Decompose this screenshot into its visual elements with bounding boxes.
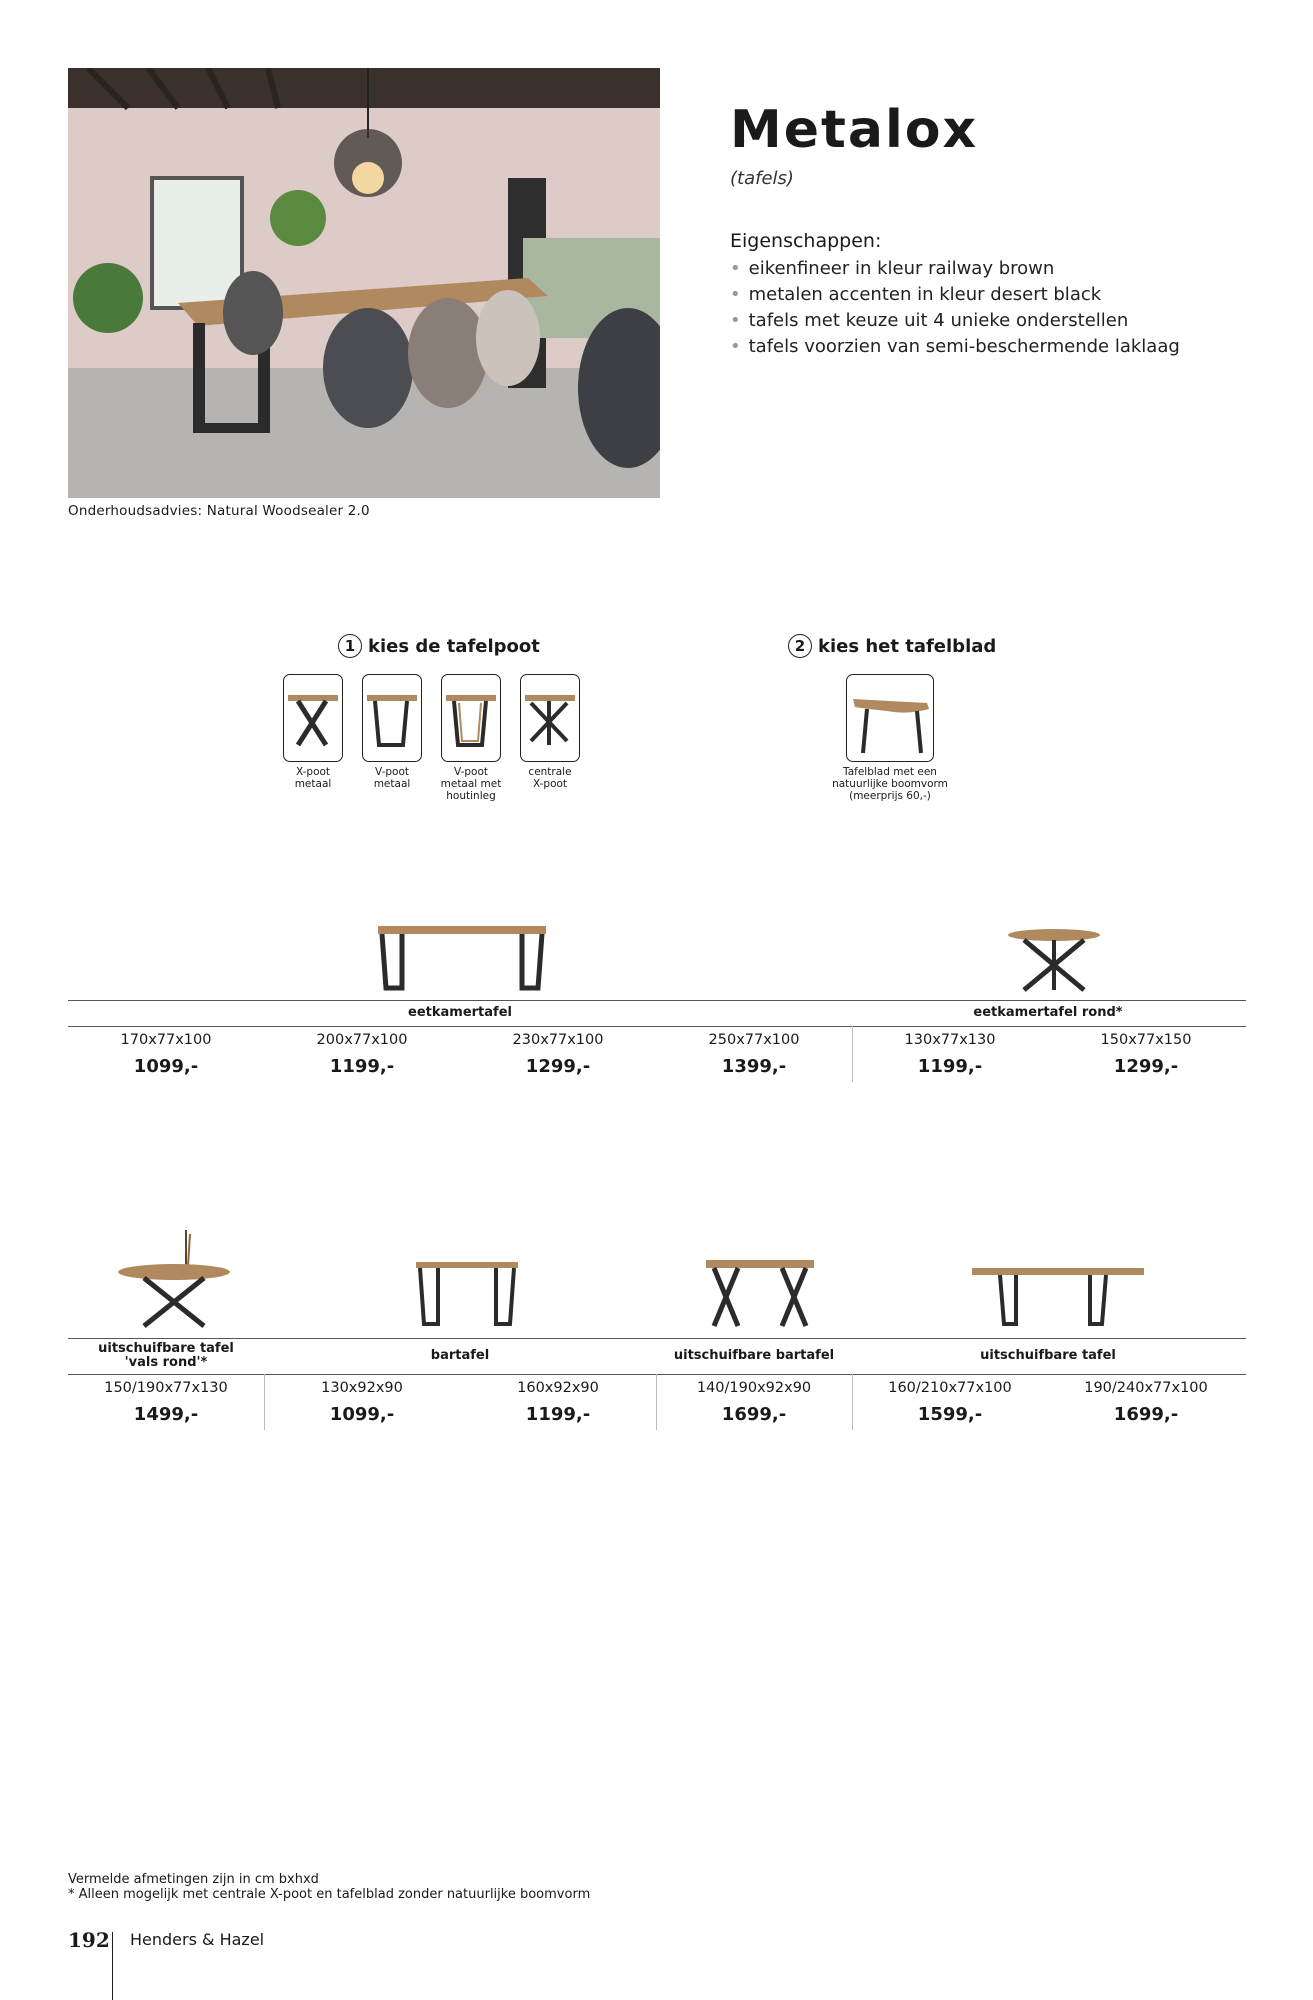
option-label: centrale X-poot [528,766,572,790]
table1-price: 1299,- [525,1056,591,1077]
table2-price: 1599,- [917,1404,983,1425]
footer-divider [112,1932,113,2000]
extendable-table-image [970,1264,1146,1330]
product-subtitle: (tafels) [730,168,794,189]
step2-heading [788,634,996,658]
x-leg-icon [284,675,341,760]
option-x-leg[interactable] [283,674,343,762]
category-bar-table: bartafel [430,1348,490,1363]
table1-price: 1199,- [329,1056,395,1077]
property-item: • metalen accenten in kleur desert black [730,282,1180,308]
table2-dim: 140/190x92x90 [696,1380,812,1396]
table1-price: 1399,- [721,1056,787,1077]
v-leg-wood-icon [442,675,499,760]
table1-price: 1099,- [133,1056,199,1077]
table2-price: 1499,- [133,1404,199,1425]
table2-dim: 160/210x77x100 [888,1380,1012,1396]
step1-heading [338,634,540,658]
step1-number: 1 [338,634,362,658]
dining-room-photo [68,68,660,498]
table2-dim: 150/190x77x130 [104,1380,228,1396]
table2-dim: 160x92x90 [517,1380,599,1396]
extendable-bar-table-image [704,1256,816,1330]
option-central-x-leg[interactable] [520,674,580,762]
table2-dim: 190/240x77x100 [1084,1380,1208,1396]
property-item: • tafels met keuze uit 4 unieke onderstellen [730,308,1180,334]
option-label: X-poot metaal [294,766,332,790]
option-v-leg[interactable] [362,674,422,762]
table2-dim: 130x92x90 [321,1380,403,1396]
option-label: V-poot metaal met houtinleg [440,766,502,802]
dimensions-note: Vermelde afmetingen zijn in cm bxhxd [68,1872,319,1887]
table2-price: 1699,- [721,1404,787,1425]
properties-list [730,256,1180,360]
table1-top-rule [68,1000,1246,1001]
dining-table-image [372,918,552,996]
option-label: Tafelblad met een natuurlijke boomvorm (meerprijs 60,-) [832,766,948,802]
table2-top-rule [68,1338,1246,1339]
option-label: V-poot metaal [373,766,411,790]
step1-label: kies de tafelpoot [368,635,540,657]
step2-number: 2 [788,634,812,658]
table2-header-rule [68,1374,1246,1375]
properties-heading: Eigenschappen: [730,230,882,252]
table2-price: 1199,- [525,1404,591,1425]
table2-price: 1699,- [1113,1404,1179,1425]
option-natural-edge-top[interactable] [846,674,934,762]
care-advice: Onderhoudsadvies: Natural Woodsealer 2.0 [68,503,370,519]
option-v-leg-wood[interactable] [441,674,501,762]
product-title: Metalox [730,100,979,160]
table1-dim: 250x77x100 [708,1032,800,1048]
bar-table-image [414,1258,520,1330]
table1-dim: 150x77x150 [1100,1032,1192,1048]
step2-label: kies het tafelblad [818,635,997,657]
round-dining-table-image [1004,926,1104,996]
property-item: • tafels voorzien van semi-beschermende laklaag [730,334,1180,360]
brand-name: Henders & Hazel [130,1930,265,1949]
page-number: 192 [68,1928,110,1952]
property-item: • eikenfineer in kleur railway brown [730,256,1180,282]
table1-price: 1199,- [917,1056,983,1077]
table1-dim: 200x77x100 [316,1032,408,1048]
table1-dim: 230x77x100 [512,1032,604,1048]
category-extendable-oval-table: uitschuifbare tafel 'vals rond'* [98,1341,234,1370]
table1-header-rule [68,1026,1246,1027]
table1-dim: 170x77x100 [120,1032,212,1048]
category-extendable-bar-table: uitschuifbare bartafel [673,1348,835,1363]
v-leg-icon [363,675,420,760]
table1-dim: 130x77x130 [904,1032,996,1048]
central-x-leg-icon [521,675,578,760]
category-dining-table: eetkamertafel [408,1005,512,1020]
table1-price: 1299,- [1113,1056,1179,1077]
category-extendable-table: uitschuifbare tafel [980,1348,1116,1363]
natural-edge-top-icon [847,675,932,760]
asterisk-note: * Alleen mogelijk met centrale X-poot en tafelblad zonder natuurlijke boomvorm [68,1887,591,1902]
category-round-dining-table: eetkamertafel rond* [973,1005,1123,1020]
extendable-oval-table-image [114,1226,234,1330]
table2-price: 1099,- [329,1404,395,1425]
